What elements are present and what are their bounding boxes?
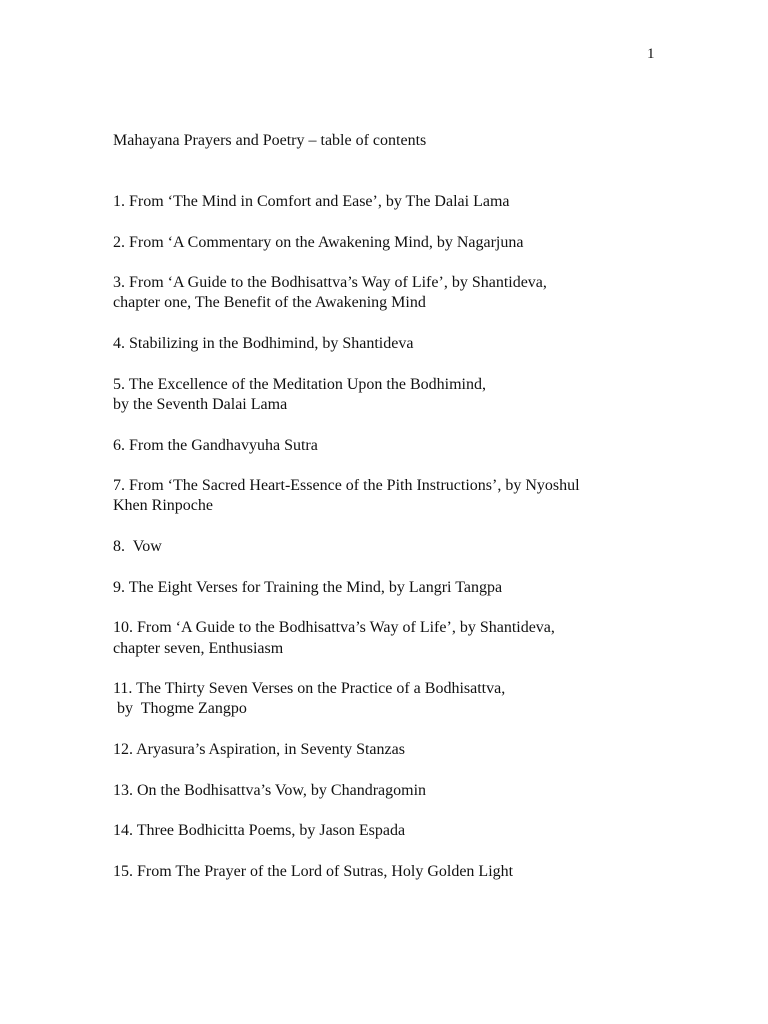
toc-entry [113,334,673,354]
toc-entry-line: by Thogme Zangpo [113,700,247,718]
toc-entry [113,618,673,659]
toc-entry [113,740,673,760]
toc-entry-line: chapter seven, Enthusiasm [113,639,284,657]
toc-entry-line: 10. From ‘A Guide to the Bodhisattva’s Way of Life’, by Shantideva, [113,619,555,637]
toc-entry-line: 9. The Eight Verses for Training the Mind, by Langri Tangpa [113,578,503,596]
toc-entry [113,476,673,517]
toc-entry [113,862,673,882]
page-number: 1 [647,46,655,62]
toc-entry-line: 14. Three Bodhicitta Poems, by Jason Espada [113,822,406,840]
toc-entry [113,679,673,720]
toc-entry [113,781,673,801]
toc-entry [113,273,673,314]
toc-entry [113,375,673,416]
toc-entry-line: 11. The Thirty Seven Verses on the Practice of a Bodhisattva, [113,680,506,698]
toc-entry-line: 1. From ‘The Mind in Comfort and Ease’, by The Dalai Lama [113,193,510,210]
toc-entry-line: 7. From ‘The Sacred Heart-Essence of the Pith Instructions’, by Nyoshul [113,477,580,495]
toc-entry [113,578,673,598]
toc-entry-line: 4. Stabilizing in the Bodhimind, by Shantideva [113,335,414,353]
toc-entry-line: 13. On the Bodhisattva’s Vow, by Chandragomin [113,781,427,799]
toc-entry-line: 6. From the Gandhavyuha Sutra [113,436,318,454]
table-of-contents [113,192,673,902]
toc-entry [113,192,673,212]
toc-entry-line: 3. From ‘A Guide to the Bodhisattva’s Way of Life’, by Shantideva, [113,274,547,292]
toc-entry [113,537,673,557]
document-title: Mahayana Prayers and Poetry – table of contents [113,132,427,149]
toc-entry-line: 15. From The Prayer of the Lord of Sutras, Holy Golden Light [113,862,514,880]
toc-entry-line: 2. From ‘A Commentary on the Awakening Mind, by Nagarjuna [113,233,524,251]
toc-entry-line: 8. Vow [113,538,162,556]
toc-entry [113,233,673,253]
toc-entry-line: chapter one, The Benefit of the Awakening Mind [113,294,426,312]
toc-entry-line: 12. Aryasura’s Aspiration, in Seventy Stanzas [113,741,405,759]
toc-entry [113,436,673,456]
toc-entry [113,821,673,841]
toc-entry-line: by the Seventh Dalai Lama [113,395,288,413]
toc-entry-line: Khen Rinpoche [113,497,213,515]
toc-entry-line: 5. The Excellence of the Meditation Upon the Bodhimind, [113,375,486,393]
